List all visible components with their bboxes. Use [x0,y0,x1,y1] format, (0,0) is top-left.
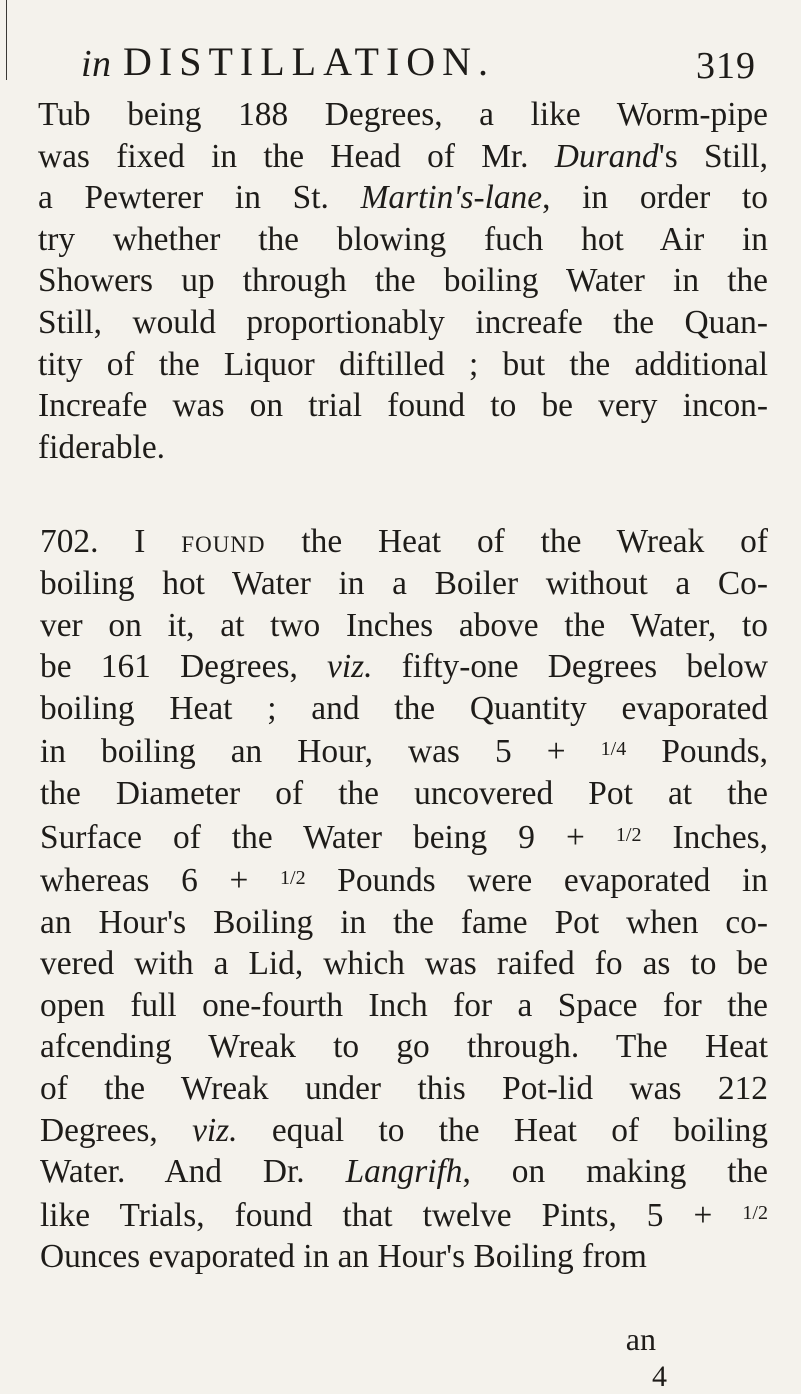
text-line: boiling Heat ; and the Quantity evaporated [40,689,768,727]
paragraph-1 [38,94,768,468]
text-line: an Hour's Boiling in the fame Pot when co- [40,903,768,941]
running-head [38,28,768,94]
text-line: ver on it, at two Inches above the Water, to [40,606,768,644]
text-line: vered with a Lid, which was raifed fo as to be [40,945,768,983]
text-line: like Trials, found that twelve Pints, 5 + $^{1/2}$ [40,1196,768,1234]
text-line: fiderable. [38,428,165,466]
catchword: an [625,1321,656,1357]
text-line: boiling hot Water in a Boiler without a Co- [40,564,768,602]
text-line: whereas 6 + $^{1/2}$ Pounds were evaporated in [40,862,769,900]
italic-text: viz. [327,648,373,686]
text-line: of the Wreak under this Pot-lid was 212 [40,1070,768,1108]
fraction: 1/2 [742,1201,768,1224]
text-line: Surface of the Water being 9 + $^{1/2}$ Inches, [40,818,769,856]
text-line: a Pewterer in St. Martin's-lane, in order to [38,179,768,217]
fraction: 1/2 [615,823,642,846]
paragraph-702 [38,521,768,1278]
text-line: be 161 Degrees, viz. fifty-one Degrees below [40,648,768,686]
text-line: the Diameter of the uncovered Pot at the [40,774,768,812]
running-head-prefix: in [81,43,112,85]
text-line: Still, would proportionably increafe the Quan- [38,303,768,341]
text-line: try whether the blowing fuch hot Air in [38,220,768,258]
fraction: 1/2 [279,867,306,890]
text-line: Tub being 188 Degrees, a like Worm-pipe [38,96,768,133]
italic-text: Martin's-lane [360,179,543,217]
text-line: was fixed in the Head of Mr. Durand's Still, [38,137,768,175]
text-line: tity of the Liquor diftilled ; but the additional [38,345,768,383]
small-caps-text: found [181,523,266,561]
text-line: Showers up through the boiling Water in the [38,262,768,300]
fraction: 1/4 [600,738,627,761]
signature-mark: 4 [652,1360,667,1393]
page-number: 319 [696,45,756,87]
text-line: 702. I found the Heat of the Wreak of [40,523,768,561]
text-line: open full one-fourth Inch for a Space for the [40,986,768,1024]
text-line: Ounces evaporated in an Hour's Boiling from [40,1238,647,1276]
text-line: afcending Wreak to go through. The Heat [40,1028,768,1066]
italic-text: Durand [554,137,659,175]
text-line: Water. And Dr. Langrifh, on making the [40,1153,768,1191]
running-head-title: DISTILLATION. [123,39,496,84]
text-line: Degrees, viz. equal to the Heat of boiling [40,1111,768,1149]
text-line: in boiling an Hour, was 5 + $^{1/4}$ Pounds, [40,733,769,771]
book-page [38,28,768,1278]
italic-text: Langrifh [345,1153,463,1191]
text-line: Increafe was on trial found to be very incon- [38,387,768,425]
page-edge-line [6,0,7,80]
italic-text: viz. [192,1111,238,1149]
